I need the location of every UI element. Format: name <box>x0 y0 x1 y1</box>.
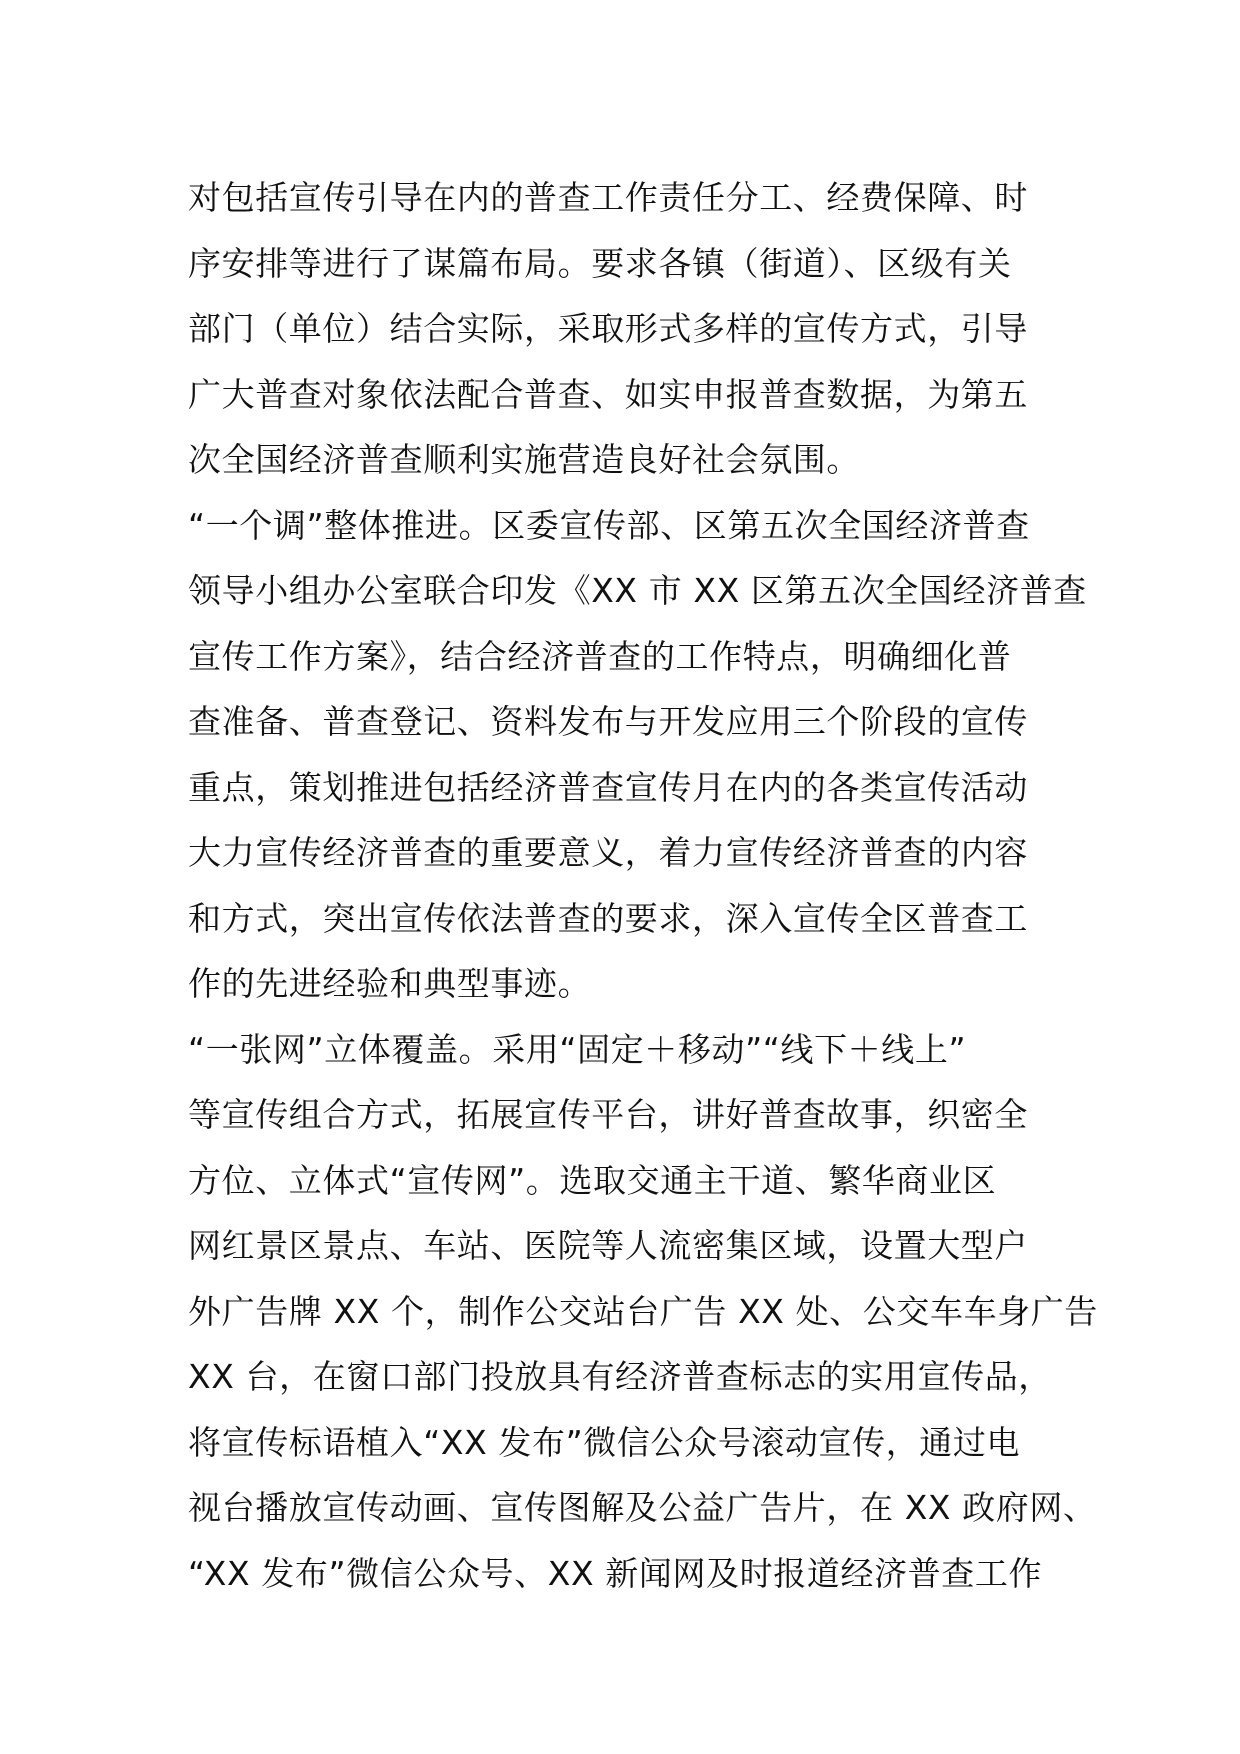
text-line: 次全国经济普查顺利实施营造良好社会氛围。 <box>188 440 860 479</box>
text-line: 网红景区景点、车站、医院等人流密集区域，设置大型户 <box>188 1226 1028 1265</box>
paragraph-3 <box>188 1017 1098 1607</box>
text-line: “一个调”整体推进。区委宣传部、区第五次全国经济普查 <box>188 505 1030 545</box>
text-line: 广大普查对象依法配合普查、如实申报普查数据，为第五 <box>188 374 1028 414</box>
text-line: 部门（单位）结合实际，采取形式多样的宣传方式，引导 <box>188 309 1028 348</box>
text-line: 将宣传标语植入“XX 发布”微信公众号滚动宣传，通过电 <box>188 1422 1021 1462</box>
text-line: 序安排等进行了谋篇布局。要求各镇（街道）、区级有关 <box>188 243 1012 283</box>
text-line: XX 台，在窗口部门投放具有经济普查标志的实用宣传品， <box>188 1357 1052 1396</box>
text-line: 重点，策划推进包括经济普查宣传月在内的各类宣传活动 <box>188 767 1028 807</box>
text-line: 外广告牌 XX 个，制作公交站台广告 XX 处、公交车车身广告 <box>188 1291 1098 1331</box>
paragraph-1 <box>188 165 1088 493</box>
text-line: 对包括宣传引导在内的普查工作责任分工、经费保障、时 <box>188 178 1028 217</box>
text-line: 查准备、普查登记、资料发布与开发应用三个阶段的宣传 <box>188 702 1028 741</box>
text-line: 宣传工作方案》，结合经济普查的工作特点，明确细化普 <box>188 636 1012 676</box>
text-line: “XX 发布”微信公众号、XX 新闻网及时报道经济普查工作 <box>188 1553 1043 1593</box>
text-line: 和方式，突出宣传依法普查的要求，深入宣传全区普查工 <box>188 898 1028 938</box>
text-line: 作的先进经验和典型事迹。 <box>188 964 592 1003</box>
paragraph-2 <box>188 493 1088 1017</box>
body-text <box>188 165 1098 1606</box>
text-line: 领导小组办公室联合印发《XX 市 XX 区第五次全国经济普查 <box>188 571 1087 610</box>
text-line: 大力宣传经济普查的重要意义，着力宣传经济普查的内容 <box>188 833 1028 872</box>
text-line: 方位、立体式“宣传网”。选取交通主干道、繁华商业区 <box>188 1160 997 1200</box>
text-line: “一张网”立体覆盖。采用“固定＋移动”“线下＋线上” <box>188 1029 967 1069</box>
text-line: 视台播放宣传动画、宣传图解及公益广告片，在 XX 政府网、 <box>188 1488 1097 1527</box>
text-line: 等宣传组合方式，拓展宣传平台，讲好普查故事，织密全 <box>188 1095 1028 1134</box>
